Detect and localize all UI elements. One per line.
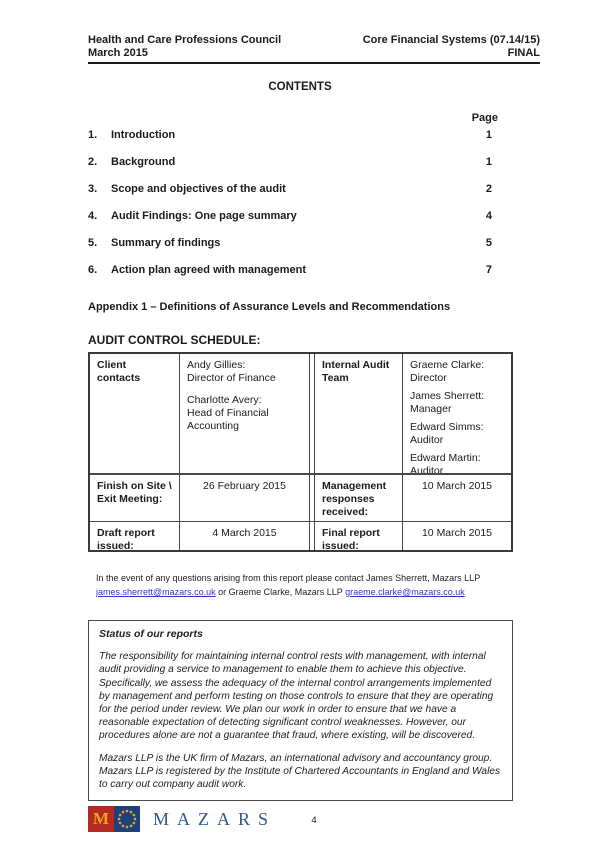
toc-item-page: 1 (485, 129, 492, 141)
header-right (363, 34, 540, 60)
eu-stars-icon (114, 806, 140, 832)
status-box-paragraph-2: Mazars LLP is the UK firm of Mazars, an international advisory and accountancy group. Mazars LLP is registered by the Institute of Chartered Accountants in England and Wales to carry out company audit work. (99, 752, 501, 791)
page-header (88, 34, 540, 64)
cell-final-report-label: Final report issued: (315, 522, 403, 550)
toc-item-summary-of-findings (88, 237, 498, 249)
mazars-wordmark: MAZARS (153, 808, 277, 829)
cell-internal-audit-team (403, 354, 511, 475)
cell-mgmt-responses-label: Management responses received: (315, 475, 403, 522)
toc-item-label: Background (111, 156, 176, 168)
toc-item-label: Summary of findings (111, 237, 221, 249)
email-link-graeme-clarke[interactable]: graeme.clarke@mazars.co.uk (345, 587, 465, 597)
toc-item-number: 3. (88, 183, 98, 195)
toc-item-label: Scope and objectives of the audit (111, 183, 286, 195)
toc-item-page: 7 (485, 264, 492, 276)
toc-item-page: 4 (485, 210, 492, 222)
status-of-reports-box (88, 620, 513, 801)
member-role: Manager (410, 403, 452, 415)
appendix-heading: Appendix 1 – Definitions of Assurance Levels and Recommendations (88, 301, 451, 313)
cell-internal-audit-label: Internal Audit Team (315, 354, 403, 475)
cell-mgmt-responses-value: 10 March 2015 (403, 475, 511, 522)
team-member-entry (410, 359, 504, 385)
cell-draft-report-value: 4 March 2015 (180, 522, 310, 550)
toc-item-page: 2 (485, 183, 492, 195)
member-role: Auditor (410, 465, 444, 475)
toc-item-audit-findings (88, 210, 498, 222)
email-link-james-sherrett[interactable]: james.sherrett@mazars.co.uk (96, 587, 216, 597)
toc-item-number: 1. (88, 129, 98, 141)
table-of-contents (88, 112, 498, 291)
contact-name: Charlotte Avery: (187, 394, 262, 406)
mazars-logo-m-square (88, 806, 114, 832)
toc-item-page: 1 (485, 156, 492, 168)
audit-control-schedule-table (88, 352, 513, 552)
toc-item-number: 6. (88, 264, 98, 276)
toc-page-column-label: Page (471, 112, 498, 124)
toc-item-number: 4. (88, 210, 98, 222)
toc-item-introduction (88, 129, 498, 141)
toc-item-background (88, 156, 498, 168)
toc-item-scope (88, 183, 498, 195)
member-name: Edward Simms: (410, 421, 484, 433)
footer-page-number: 4 (311, 815, 317, 826)
member-role: Director (410, 372, 447, 384)
page-footer (88, 806, 540, 836)
contact-note (96, 571, 506, 599)
mazars-logo-m-letter: M (92, 809, 110, 828)
toc-item-number: 5. (88, 237, 98, 249)
header-org: Health and Care Professions Council (88, 34, 282, 46)
contact-note-middle: or Graeme Clarke, Mazars LLP (215, 587, 346, 597)
toc-item-page: 5 (485, 237, 492, 249)
toc-item-number: 2. (88, 156, 98, 168)
header-left (88, 34, 281, 60)
member-name: Graeme Clarke: (410, 359, 485, 371)
status-box-title: Status of our reports (99, 628, 203, 640)
eu-stars-graphic (114, 806, 140, 832)
header-date: March 2015 (88, 47, 148, 59)
contact-name: Andy Gillies: (187, 359, 246, 371)
contact-role: Director of Finance (187, 372, 276, 384)
member-name: Edward Martin: (410, 452, 481, 464)
team-member-entry (410, 421, 504, 447)
cell-final-report-value: 10 March 2015 (421, 527, 493, 539)
contact-role: Head of Financial Accounting (187, 407, 269, 432)
toc-item-action-plan (88, 264, 498, 276)
cell-finish-on-site-label: Finish on Site \ Exit Meeting: (90, 475, 180, 522)
cell-draft-report-label: Draft report issued: (90, 522, 180, 550)
toc-item-label: Action plan agreed with management (111, 264, 306, 276)
member-name: James Sherrett: (410, 390, 485, 402)
cell-client-contacts-label: Client contacts (90, 354, 180, 475)
status-box-paragraph-1: The responsibility for maintaining internal control rests with management, with internal audit providing a service to management to enable them to achieve this objective. Specifically, we assess the adequacy of the internal control arrangements implemented by management and perform testing on those controls to ensure that they are operating for the period under review. We plan our work in order to ensure that we have a reasonable expectation of detecting significant control weaknesses. However, our procedures alone are not a guarantee that fraud, where existing, will be discovered. (99, 651, 494, 742)
client-contact-entry (187, 359, 302, 385)
member-role: Auditor (410, 434, 444, 446)
contact-note-line1: In the event of any questions arising from this report please contact James Sherrett, Mazars LLP (96, 573, 481, 583)
cell-client-contacts-values (180, 354, 310, 475)
header-status: FINAL (507, 47, 540, 59)
team-member-entry (410, 390, 504, 416)
team-member-entry (410, 452, 504, 475)
toc-item-label: Introduction (111, 129, 176, 141)
cell-finish-on-site-value: 26 February 2015 (180, 475, 310, 522)
client-contact-entry (187, 394, 302, 433)
contents-title: CONTENTS (268, 81, 332, 93)
audit-control-schedule-heading: AUDIT CONTROL SCHEDULE: (88, 333, 261, 347)
header-doc-title: Core Financial Systems (07.14/15) (362, 34, 540, 46)
toc-item-label: Audit Findings: One page summary (111, 210, 297, 222)
